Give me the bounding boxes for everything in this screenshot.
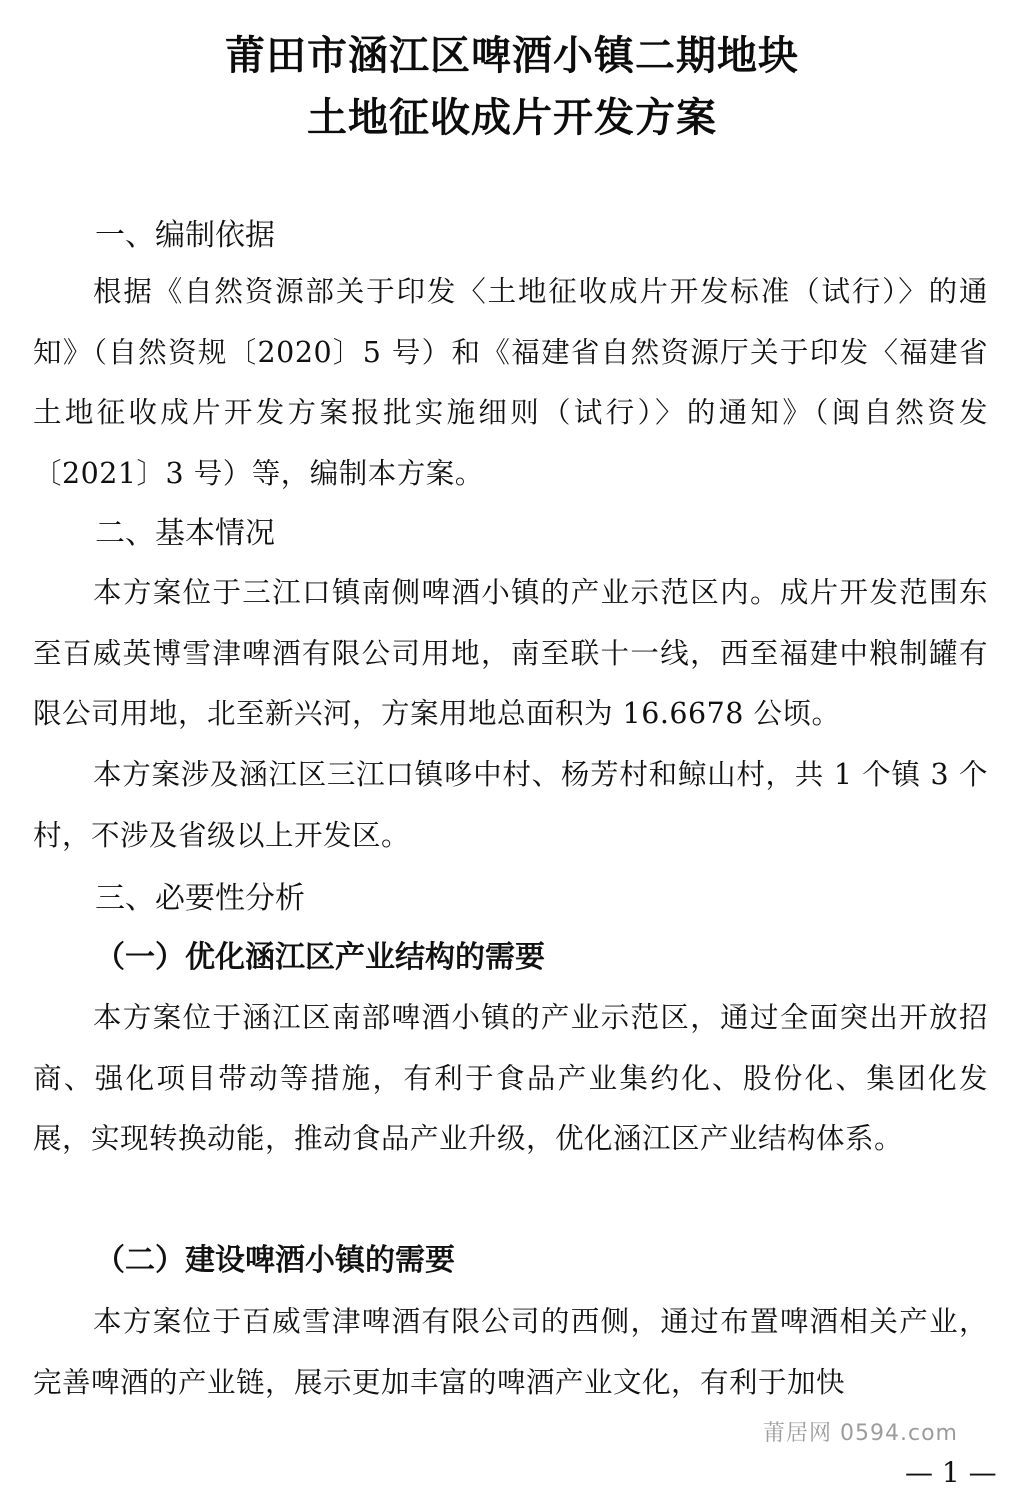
paragraph-villages: 本方案涉及涵江区三江口镇哆中村、杨芳村和鲸山村，共 1 个镇 3 个村，不涉及省级以上开发区。 xyxy=(33,758,988,852)
paragraph-beer-town: 本方案位于百威雪津啤酒有限公司的西侧，通过布置啤酒相关产业，完善啤酒的产业链，展示更加丰富的啤酒产业文化，有利于加快 xyxy=(33,1305,988,1399)
document-title-line2: 土地征收成片开发方案 xyxy=(307,94,717,141)
subheading-beer-town: （二）建设啤酒小镇的需要 xyxy=(95,1243,455,1278)
paragraph-industry-structure: 本方案位于涵江区南部啤酒小镇的产业示范区，通过全面突出开放招商、强化项目带动等措施，有利于食品产业集约化、股份化、集团化发展，实现转换动能，推动食品产业升级，优化涵江区产业结构体系。 xyxy=(33,1001,988,1155)
paragraph-scope: 本方案位于三江口镇南侧啤酒小镇的产业示范区内。成片开发范围东至百威英博雪津啤酒有限公司用地，南至联十一线，西至福建中粮制罐有限公司用地，北至新兴河，方案用地总面积为 16.6678 公顷。 xyxy=(33,576,988,730)
document-title-line1: 莆田市涵江区啤酒小镇二期地块 xyxy=(225,32,799,79)
section-heading-basis: 一、编制依据 xyxy=(95,218,275,253)
paragraph-basis: 根据《自然资源部关于印发〈土地征收成片开发标准（试行）〉的通知》（自然资规〔2020〕5 号）和《福建省自然资源厅关于印发〈福建省土地征收成片开发方案报批实施细则（试行）〉的通知》（闽自然资发〔2021〕3 号）等，编制本方案。 xyxy=(33,275,988,490)
subheading-industry-structure: （一）优化涵江区产业结构的需要 xyxy=(95,940,545,975)
page-number: — 1 — xyxy=(905,1456,997,1489)
section-heading-necessity: 三、必要性分析 xyxy=(95,881,305,916)
section-heading-basic-info: 二、基本情况 xyxy=(95,516,275,551)
watermark-text: 莆居网 0594.com xyxy=(763,1421,958,1446)
